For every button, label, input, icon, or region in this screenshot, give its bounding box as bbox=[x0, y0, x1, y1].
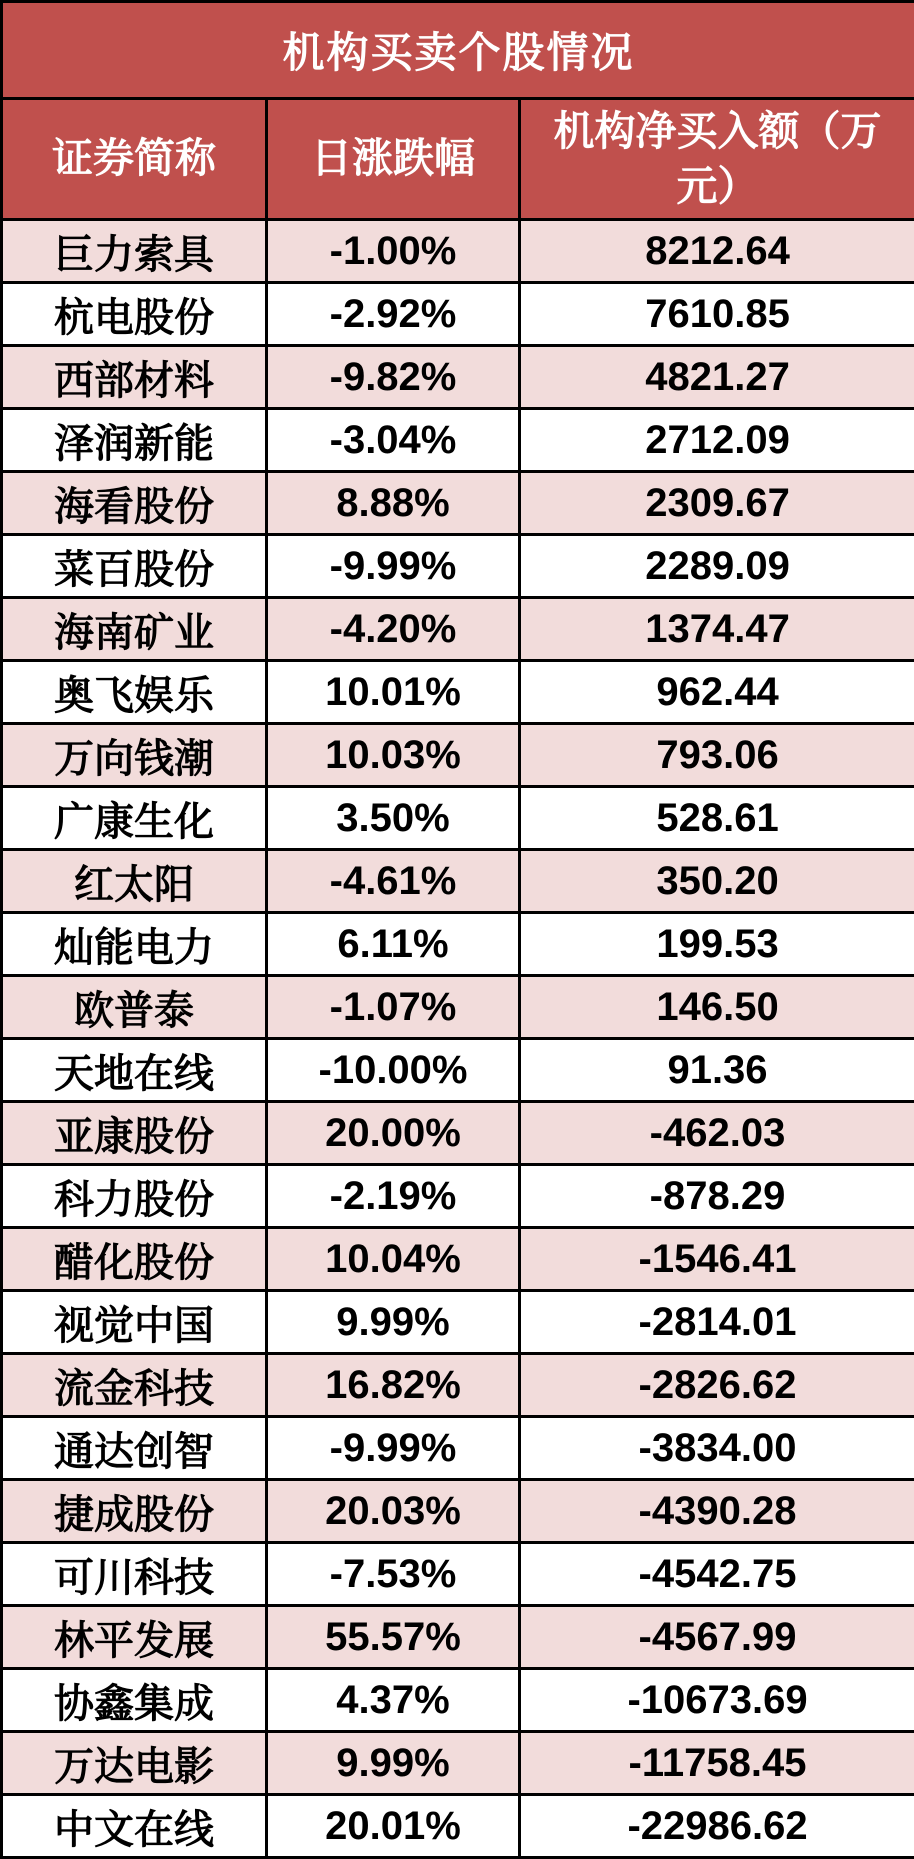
stock-name-cell: 杭电股份 bbox=[2, 283, 267, 346]
table-row bbox=[2, 220, 914, 283]
daily-change-cell: -7.53% bbox=[267, 1543, 520, 1606]
stock-name-cell: 西部材料 bbox=[2, 346, 267, 409]
net-buy-amount-cell: 2712.09 bbox=[520, 409, 914, 472]
daily-change-cell: 9.99% bbox=[267, 1732, 520, 1795]
table-row bbox=[2, 346, 914, 409]
daily-change-cell: 9.99% bbox=[267, 1291, 520, 1354]
net-buy-amount-cell: 146.50 bbox=[520, 976, 914, 1039]
net-buy-amount-cell: -2814.01 bbox=[520, 1291, 914, 1354]
table-row bbox=[2, 1669, 914, 1732]
net-buy-amount-cell: -462.03 bbox=[520, 1102, 914, 1165]
table-row bbox=[2, 661, 914, 724]
table-row bbox=[2, 535, 914, 598]
net-buy-amount-cell: 2309.67 bbox=[520, 472, 914, 535]
stock-name-cell: 灿能电力 bbox=[2, 913, 267, 976]
daily-change-cell: 4.37% bbox=[267, 1669, 520, 1732]
table-row bbox=[2, 1039, 914, 1102]
table-title: 机构买卖个股情况 bbox=[2, 2, 914, 99]
daily-change-cell: 6.11% bbox=[267, 913, 520, 976]
stock-name-cell: 流金科技 bbox=[2, 1354, 267, 1417]
daily-change-cell: -2.92% bbox=[267, 283, 520, 346]
stock-name-cell: 万向钱潮 bbox=[2, 724, 267, 787]
table-row bbox=[2, 787, 914, 850]
daily-change-cell: 20.00% bbox=[267, 1102, 520, 1165]
daily-change-cell: 55.57% bbox=[267, 1606, 520, 1669]
net-buy-amount-cell: 199.53 bbox=[520, 913, 914, 976]
stock-name-cell: 奥飞娱乐 bbox=[2, 661, 267, 724]
table-body bbox=[2, 220, 914, 1858]
stock-name-cell: 协鑫集成 bbox=[2, 1669, 267, 1732]
stock-name-cell: 科力股份 bbox=[2, 1165, 267, 1228]
table-row bbox=[2, 1480, 914, 1543]
daily-change-cell: 10.03% bbox=[267, 724, 520, 787]
daily-change-cell: 8.88% bbox=[267, 472, 520, 535]
net-buy-amount-cell: -3834.00 bbox=[520, 1417, 914, 1480]
net-buy-amount-cell: 8212.64 bbox=[520, 220, 914, 283]
daily-change-cell: 20.01% bbox=[267, 1795, 520, 1858]
stock-name-cell: 泽润新能 bbox=[2, 409, 267, 472]
daily-change-cell: -1.00% bbox=[267, 220, 520, 283]
net-buy-amount-cell: -4390.28 bbox=[520, 1480, 914, 1543]
daily-change-cell: 10.04% bbox=[267, 1228, 520, 1291]
table-row bbox=[2, 1228, 914, 1291]
net-buy-amount-cell: 528.61 bbox=[520, 787, 914, 850]
table-row bbox=[2, 1606, 914, 1669]
net-buy-amount-cell: 4821.27 bbox=[520, 346, 914, 409]
daily-change-cell: -10.00% bbox=[267, 1039, 520, 1102]
stock-name-cell: 欧普泰 bbox=[2, 976, 267, 1039]
table-row bbox=[2, 1291, 914, 1354]
daily-change-cell: -2.19% bbox=[267, 1165, 520, 1228]
stock-name-cell: 亚康股份 bbox=[2, 1102, 267, 1165]
net-buy-amount-cell: 1374.47 bbox=[520, 598, 914, 661]
table-row bbox=[2, 1102, 914, 1165]
stock-name-cell: 海看股份 bbox=[2, 472, 267, 535]
daily-change-cell: 20.03% bbox=[267, 1480, 520, 1543]
daily-change-cell: 16.82% bbox=[267, 1354, 520, 1417]
net-buy-amount-cell: -10673.69 bbox=[520, 1669, 914, 1732]
stock-name-cell: 菜百股份 bbox=[2, 535, 267, 598]
table-row bbox=[2, 850, 914, 913]
table-row bbox=[2, 976, 914, 1039]
stock-name-cell: 捷成股份 bbox=[2, 1480, 267, 1543]
table-title-row bbox=[2, 2, 914, 99]
net-buy-amount-cell: 91.36 bbox=[520, 1039, 914, 1102]
stock-name-cell: 林平发展 bbox=[2, 1606, 267, 1669]
stock-name-cell: 中文在线 bbox=[2, 1795, 267, 1858]
daily-change-cell: 10.01% bbox=[267, 661, 520, 724]
stock-name-cell: 巨力索具 bbox=[2, 220, 267, 283]
column-header-stock-name: 证券简称 bbox=[2, 99, 267, 220]
stock-name-cell: 醋化股份 bbox=[2, 1228, 267, 1291]
table-row bbox=[2, 913, 914, 976]
daily-change-cell: -9.99% bbox=[267, 1417, 520, 1480]
net-buy-amount-cell: -11758.45 bbox=[520, 1732, 914, 1795]
daily-change-cell: 3.50% bbox=[267, 787, 520, 850]
table-row bbox=[2, 409, 914, 472]
daily-change-cell: -1.07% bbox=[267, 976, 520, 1039]
table-row bbox=[2, 724, 914, 787]
table-row bbox=[2, 598, 914, 661]
table-row bbox=[2, 472, 914, 535]
net-buy-amount-cell: -2826.62 bbox=[520, 1354, 914, 1417]
stock-name-cell: 广康生化 bbox=[2, 787, 267, 850]
net-buy-amount-cell: -4542.75 bbox=[520, 1543, 914, 1606]
stock-name-cell: 红太阳 bbox=[2, 850, 267, 913]
table-row bbox=[2, 1732, 914, 1795]
daily-change-cell: -9.99% bbox=[267, 535, 520, 598]
net-buy-amount-cell: -878.29 bbox=[520, 1165, 914, 1228]
table-row bbox=[2, 1417, 914, 1480]
net-buy-amount-cell: 793.06 bbox=[520, 724, 914, 787]
table-row bbox=[2, 1543, 914, 1606]
table-row bbox=[2, 283, 914, 346]
net-buy-amount-cell: 350.20 bbox=[520, 850, 914, 913]
table-row bbox=[2, 1795, 914, 1858]
table-header-row bbox=[2, 99, 914, 220]
table-row bbox=[2, 1165, 914, 1228]
stock-name-cell: 天地在线 bbox=[2, 1039, 267, 1102]
net-buy-amount-cell: -22986.62 bbox=[520, 1795, 914, 1858]
stock-name-cell: 视觉中国 bbox=[2, 1291, 267, 1354]
column-header-net-buy-amount: 机构净买入额（万元） bbox=[520, 99, 914, 220]
net-buy-amount-cell: 2289.09 bbox=[520, 535, 914, 598]
daily-change-cell: -4.61% bbox=[267, 850, 520, 913]
net-buy-amount-cell: -4567.99 bbox=[520, 1606, 914, 1669]
table-row bbox=[2, 1354, 914, 1417]
stock-name-cell: 海南矿业 bbox=[2, 598, 267, 661]
net-buy-amount-cell: 7610.85 bbox=[520, 283, 914, 346]
net-buy-amount-cell: -1546.41 bbox=[520, 1228, 914, 1291]
stock-name-cell: 万达电影 bbox=[2, 1732, 267, 1795]
stock-name-cell: 通达创智 bbox=[2, 1417, 267, 1480]
stock-name-cell: 可川科技 bbox=[2, 1543, 267, 1606]
column-header-daily-change: 日涨跌幅 bbox=[267, 99, 520, 220]
daily-change-cell: -9.82% bbox=[267, 346, 520, 409]
net-buy-amount-cell: 962.44 bbox=[520, 661, 914, 724]
daily-change-cell: -3.04% bbox=[267, 409, 520, 472]
daily-change-cell: -4.20% bbox=[267, 598, 520, 661]
